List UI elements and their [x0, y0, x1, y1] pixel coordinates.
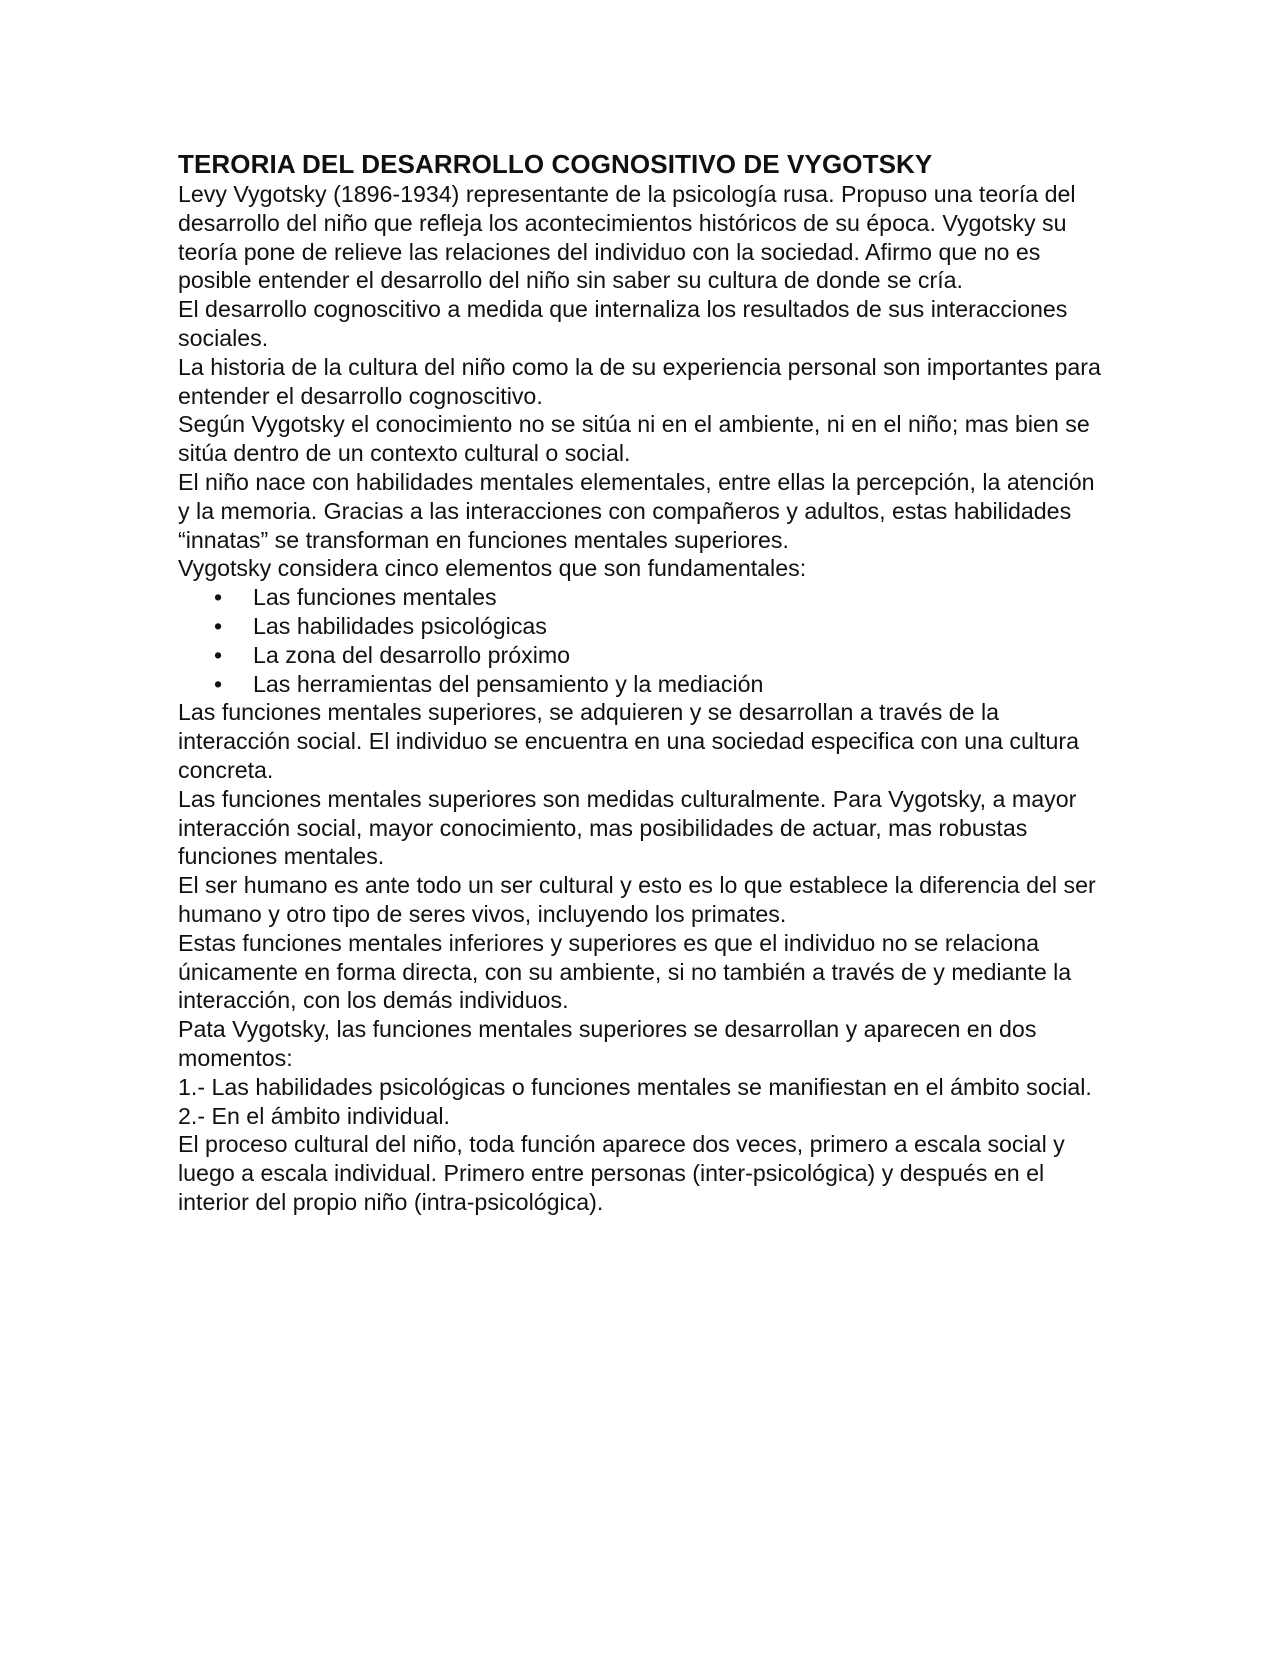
list-item-text: Las funciones mentales — [253, 584, 497, 611]
bullet-icon: • — [214, 612, 223, 639]
paragraph-cultural-mediation: Las funciones mentales superiores son medidas culturalmente. Para Vygotsky, a mayor interacción social, mayor conocimiento, mas posibilidades de actuar, mas robustas funciones mentales. — [178, 785, 1077, 870]
paragraph-cognitive-development: El desarrollo cognoscitivo a medida que internaliza los resultados de sus interacciones sociales. — [178, 296, 1068, 351]
list-item-text: Las herramientas del pensamiento y la mediación — [253, 670, 764, 697]
list-item — [178, 583, 1108, 612]
paragraph-elemental-abilities: El niño nace con habilidades mentales elementales, entre ellas la percepción, la atención y la memoria. Gracias a las interacciones con compañeros y adultos, estas habilidades “innatas” se transforman en funciones mentales superiores. — [178, 468, 1095, 553]
paragraph-inferior-superior: Estas funciones mentales inferiores y superiores es que el individuo no se relaciona únicamente en forma directa, con su ambiente, si no también a través de y mediante la interacción, con los demás individuos. — [178, 929, 1072, 1014]
bullet-icon: • — [214, 584, 223, 611]
list-item — [178, 641, 1108, 670]
list-item-text: La zona del desarrollo próximo — [253, 641, 571, 668]
list-item — [178, 670, 1108, 699]
paragraph-intro: Levy Vygotsky (1896-1934) representante de la psicología rusa. Propuso una teoría del desarrollo del niño que refleja los acontecimientos históricos de su época. Vygotsky su teoría pone de relieve las relaciones del individuo con la sociedad. Afirmo que no es posible entender el desarrollo del niño sin saber su cultura de donde se cría. — [178, 181, 1076, 294]
paragraph-moment-two: 2.- En el ámbito individual. — [178, 1102, 450, 1129]
document-page — [178, 148, 1108, 1217]
paragraph-moment-one: 1.- Las habilidades psicológicas o funciones mentales se manifiestan en el ámbito social. — [178, 1073, 1092, 1100]
paragraph-list-intro: Vygotsky considera cinco elementos que son fundamentales: — [178, 555, 807, 582]
bullet-icon: • — [214, 670, 223, 697]
bullet-icon: • — [214, 641, 223, 668]
list-item — [178, 612, 1108, 641]
document-title: TERORIA DEL DESARROLLO COGNOSITIVO DE VYGOTSKY — [178, 149, 933, 179]
paragraph-cultural-process: El proceso cultural del niño, toda función aparece dos veces, primero a escala social y luego a escala individual. Primero entre personas (inter-psicológica) y después en el interior del propio niño (intra-psicológica). — [178, 1131, 1065, 1215]
paragraph-two-moments: Pata Vygotsky, las funciones mentales superiores se desarrollan y aparecen en dos momentos: — [178, 1016, 1037, 1071]
list-item-text: Las habilidades psicológicas — [253, 612, 547, 639]
paragraph-cultural-being: El ser humano es ante todo un ser cultural y esto es lo que establece la diferencia del ser humano y otro tipo de seres vivos, incluyendo los primates. — [178, 872, 1096, 927]
paragraph-knowledge-context: Según Vygotsky el conocimiento no se sitúa ni en el ambiente, ni en el niño; mas bien se sitúa dentro de un contexto cultural o social. — [178, 411, 1090, 467]
paragraph-social-interaction: Las funciones mentales superiores, se adquieren y se desarrollan a través de la interacción social. El individuo se encuentra en una sociedad especifica con una cultura concreta. — [178, 699, 1080, 783]
paragraph-culture-history: La historia de la cultura del niño como la de su experiencia personal son importantes para entender el desarrollo cognoscitivo. — [178, 353, 1101, 409]
fundamental-elements-list — [178, 583, 1108, 698]
